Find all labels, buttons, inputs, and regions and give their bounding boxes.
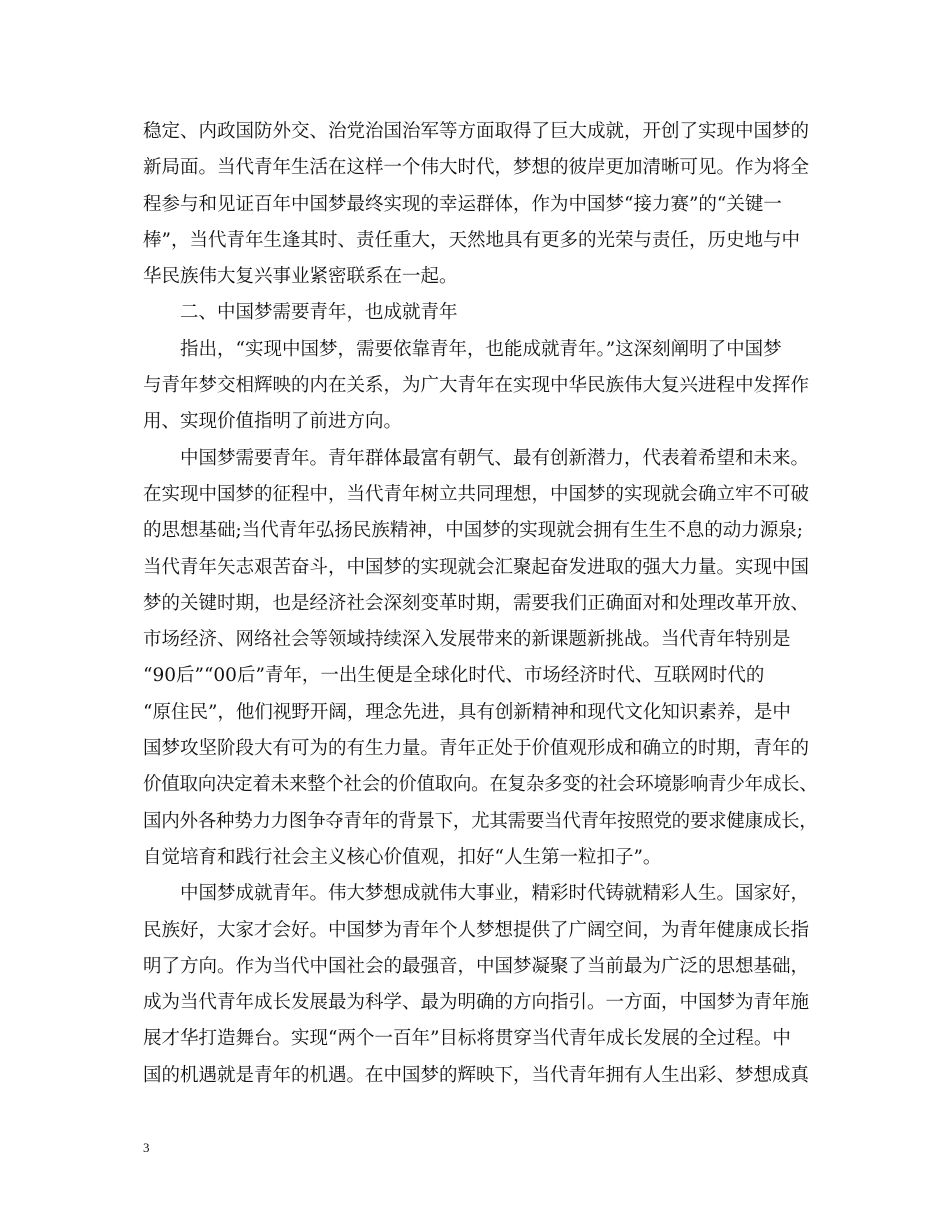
text-line: 中国梦成就青年。伟大梦想成就伟大事业，精彩时代铸就精彩人生。国家好， (180, 883, 810, 905)
text-line: 稳定、内政国防外交、治党治国治军等方面取得了巨大成就，开创了实现中国梦的 (143, 121, 810, 142)
text-line: 的思想基础;当代青年弘扬民族精神，中国梦的实现就会拥有生生不息的动力源泉; (143, 520, 803, 542)
document-body (143, 114, 818, 1094)
text-line: 中国梦需要青年。青年群体最富有朝气、最有创新潜力，代表着希望和未来。 (180, 447, 810, 469)
text-line: 用、实现价值指明了前进方向。 (143, 411, 403, 433)
page-number: 3 (143, 1140, 150, 1155)
text-line: 市场经济、网络社会等领域持续深入发展带来的新课题新挑战。当代青年特别是 (143, 629, 791, 651)
text-line: 国的机遇就是青年的机遇。在中国梦的辉映下，当代青年拥有人生出彩、梦想成真 (143, 1064, 810, 1086)
text-line: 二、中国梦需要青年，也成就青年 (180, 302, 458, 324)
text-line: “90后”“00后”青年，一出生便是全球化时代、市场经济时代、互联网时代的 (143, 665, 765, 687)
text-line: 梦的关键时期，也是经济社会深刻变革时期，需要我们正确面对和处理改革开放、 (143, 592, 810, 614)
text-line: 成为当代青年成长发展最为科学、最为明确的方向指引。一方面，中国梦为青年施 (143, 992, 810, 1014)
text-line: 程参与和见证百年中国梦最终实现的幸运群体，作为中国梦“接力赛”的“关键一 (143, 193, 782, 215)
text-line: 指出，“实现中国梦，需要依靠青年，也能成就青年。”这深刻阐明了中国梦 (180, 338, 782, 360)
text-line: 当代青年矢志艰苦奋斗，中国梦的实现就会汇聚起奋发进取的强大力量。实现中国 (143, 556, 810, 578)
text-line: 国梦攻坚阶段大有可为的有生力量。青年正处于价值观形成和确立的时期，青年的 (143, 738, 810, 760)
text-line: 国内外各种势力力图争夺青年的背景下，尤其需要当代青年按照党的要求健康成长， (143, 810, 818, 832)
text-line: 明了方向。作为当代中国社会的最强音，中国梦凝聚了当前最为广泛的思想基础， (143, 955, 810, 977)
text-line: 新局面。当代青年生活在这样一个伟大时代，梦想的彼岸更加清晰可见。作为将全 (143, 157, 810, 179)
text-line: 棒”，当代青年生逢其时、责任重大，天然地具有更多的光荣与责任，历史地与中 (143, 229, 800, 251)
text-line: 展才华打造舞台。实现“两个一百年”目标将贯穿当代青年成长发展的全过程。中 (143, 1028, 791, 1050)
text-line: 价值取向决定着未来整个社会的价值取向。在复杂多变的社会环境影响青少年成长、 (143, 774, 818, 796)
text-line: 在实现中国梦的征程中，当代青年树立共同理想，中国梦的实现就会确立牢不可破 (143, 483, 810, 505)
text-line: 自觉培育和践行社会主义核心价值观，扣好“人生第一粒扣子”。 (143, 846, 662, 868)
text-line: 民族好，大家才会好。中国梦为青年个人梦想提供了广阔空间，为青年健康成长指 (143, 919, 810, 941)
text-line: 与青年梦交相辉映的内在关系，为广大青年在实现中华民族伟大复兴进程中发挥作 (143, 375, 810, 397)
text-line: 华民族伟大复兴事业紧密联系在一起。 (143, 266, 458, 288)
text-line: “原住民”，他们视野开阔，理念先进，具有创新精神和现代文化知识素养，是中 (143, 701, 791, 723)
